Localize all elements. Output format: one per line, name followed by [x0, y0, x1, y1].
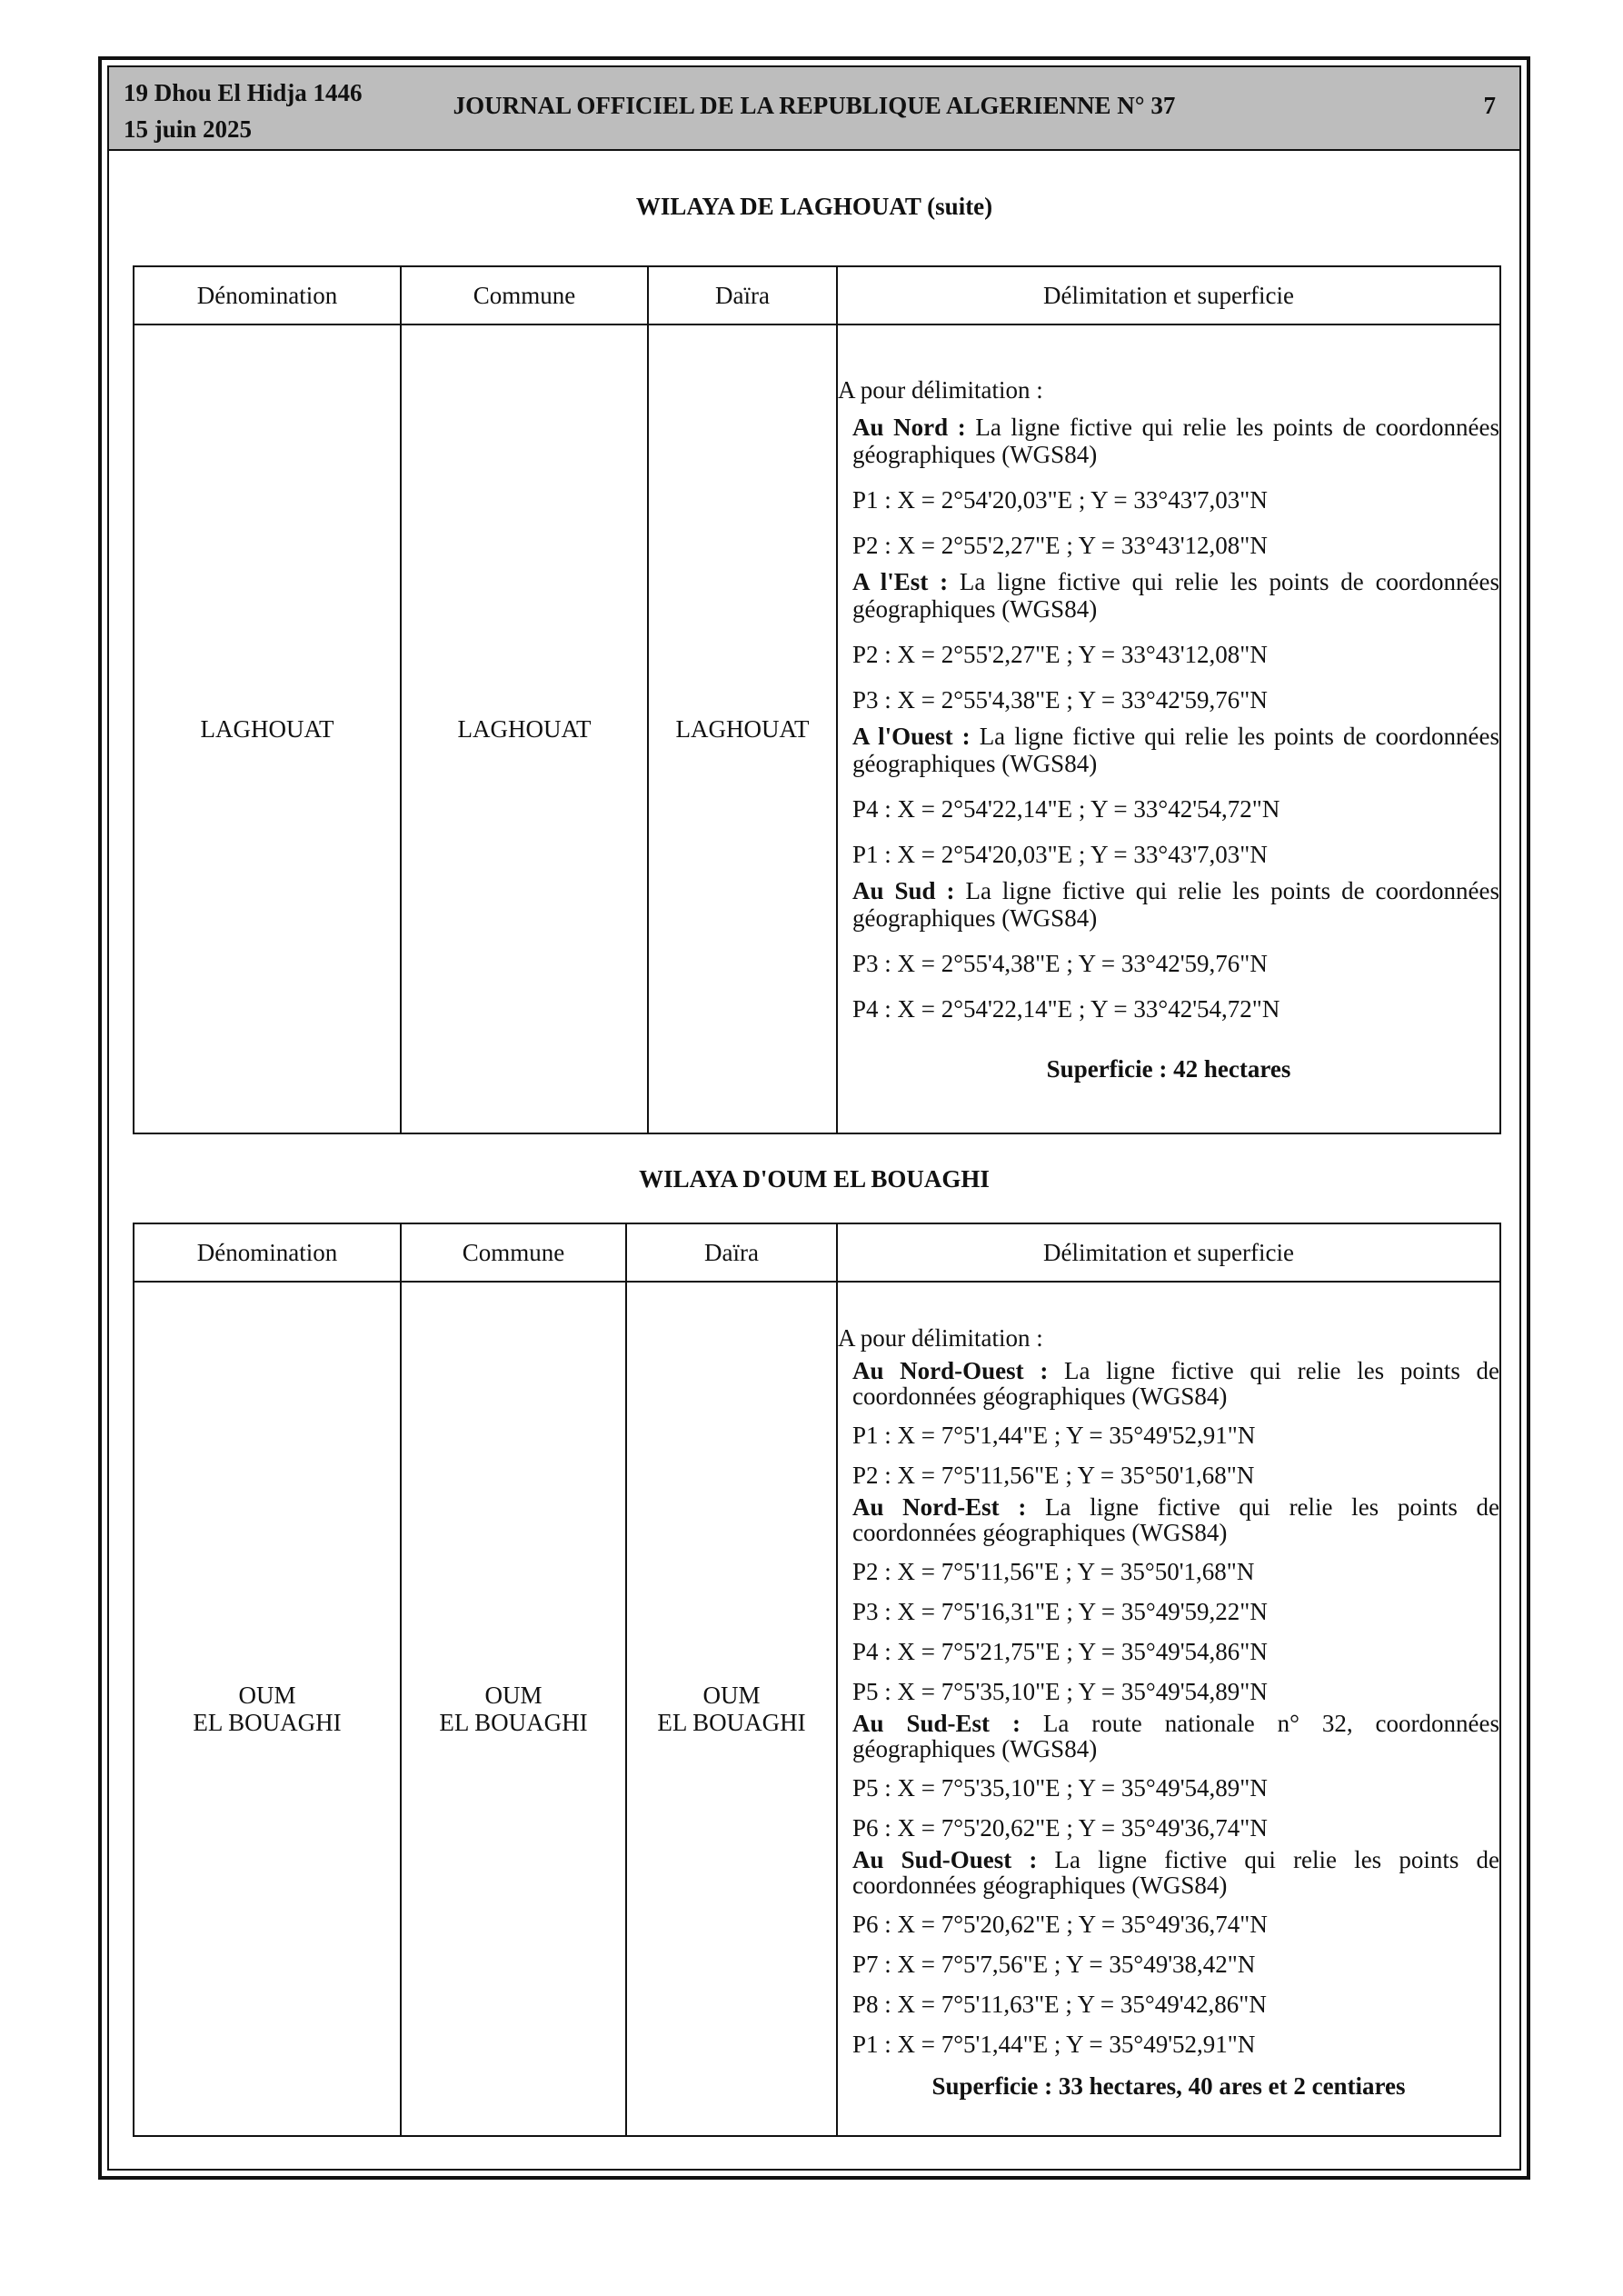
- boundary-text: La ligne fictive qui relie les points de coordonnées géographiques (WGS84): [852, 876, 1499, 932]
- daira-cell: LAGHOUAT: [648, 324, 837, 1133]
- coordinate-line: P2 : X = 2°55'2,27"E ; Y = 33°43'12,08"N: [852, 640, 1268, 668]
- boundary-label: A l'Ouest :: [852, 722, 971, 750]
- boundary-text: La ligne fictive qui relie les points de coordonnées géographiques (WGS84): [852, 1356, 1500, 1410]
- table-header-row: [134, 1223, 1500, 1282]
- boundary-label: Au Sud-Ouest :: [852, 1845, 1038, 1873]
- section-title-oum-el-bouaghi: WILAYA D'OUM EL BOUAGHI: [639, 1165, 990, 1193]
- boundary-text: La ligne fictive qui relie les points de coordonnées géographiques (WGS84): [852, 567, 1500, 623]
- boundary-text: La ligne fictive qui relie les points de coordonnées géographiques (WGS84): [852, 722, 1499, 777]
- coordinate-line: P2 : X = 2°55'2,27"E ; Y = 33°43'12,08"N: [852, 531, 1268, 559]
- commune-cell: OUM EL BOUAGHI: [401, 1282, 626, 2136]
- boundary-label: Au Nord-Est :: [852, 1492, 1027, 1521]
- coordinate-line: P2 : X = 7°5'11,56"E ; Y = 35°50'1,68"N: [852, 1557, 1255, 1585]
- daira-cell: OUM EL BOUAGHI: [626, 1282, 837, 2136]
- boundary-text: La ligne fictive qui relie les points de coordonnées géographiques (WGS84): [852, 413, 1499, 468]
- coordinate-line: P3 : X = 7°5'16,31"E ; Y = 35°49'59,22"N: [852, 1597, 1268, 1625]
- col-header-daira: Daïra: [626, 1223, 837, 1282]
- col-header-denomination: Dénomination: [134, 266, 401, 324]
- commune-cell: LAGHOUAT: [401, 324, 648, 1133]
- header-title: JOURNAL OFFICIEL DE LA REPUBLIQUE ALGERIENNE N° 37: [453, 92, 1176, 119]
- boundary-description: [838, 877, 1499, 932]
- table-oum-el-bouaghi: [133, 1223, 1501, 2137]
- coordinate-line: P1 : X = 2°54'20,03"E ; Y = 33°43'7,03"N: [852, 485, 1268, 514]
- delimitation-cell: [837, 1282, 1500, 2136]
- header-date-hijri: 19 Dhou El Hidja 1446: [124, 79, 363, 106]
- coordinate-line: P6 : X = 7°5'20,62"E ; Y = 35°49'36,74"N: [852, 1813, 1268, 1842]
- boundary-description: [838, 723, 1499, 777]
- coordinate-line: P4 : X = 2°54'22,14"E ; Y = 33°42'54,72"N: [852, 794, 1280, 823]
- journal-header: [109, 67, 1519, 151]
- boundary-label: Au Nord-Ouest :: [852, 1356, 1049, 1384]
- coordinate-line: P4 : X = 7°5'21,75"E ; Y = 35°49'54,86"N: [852, 1637, 1268, 1665]
- denomination-cell: OUM EL BOUAGHI: [134, 1282, 401, 2136]
- boundary-text: La route nationale n° 32, coordonnées géographiques (WGS84): [852, 1709, 1499, 1762]
- col-header-delimitation: Délimitation et superficie: [837, 266, 1500, 324]
- col-header-denomination: Dénomination: [134, 1223, 401, 1282]
- delimitation-cell: [837, 324, 1500, 1133]
- boundary-label: Au Nord :: [852, 413, 966, 441]
- boundary-label: A l'Est :: [852, 567, 949, 595]
- table-header-row: [134, 266, 1500, 324]
- table-row: [134, 324, 1500, 1133]
- boundary-description: [838, 1711, 1499, 1762]
- coordinate-line: P7 : X = 7°5'7,56"E ; Y = 35°49'38,42"N: [852, 1950, 1256, 1978]
- denomination-cell: LAGHOUAT: [134, 324, 401, 1133]
- coordinate-line: P5 : X = 7°5'35,10"E ; Y = 35°49'54,89"N: [852, 1773, 1268, 1802]
- delimitation-intro: A pour délimitation :: [838, 375, 1043, 404]
- boundary-description: [838, 1847, 1499, 1898]
- boundary-description: [838, 1494, 1499, 1545]
- coordinate-line: P3 : X = 2°55'4,38"E ; Y = 33°42'59,76"N: [852, 685, 1268, 714]
- coordinate-line: P1 : X = 7°5'1,44"E ; Y = 35°49'52,91"N: [852, 1421, 1256, 1449]
- boundary-description: [838, 568, 1499, 623]
- boundary-label: Au Sud :: [852, 876, 955, 904]
- coordinate-line: P5 : X = 7°5'35,10"E ; Y = 35°49'54,89"N: [852, 1677, 1268, 1705]
- delimitation-intro: A pour délimitation :: [838, 1323, 1043, 1352]
- boundary-description: [838, 1358, 1499, 1409]
- coordinate-line: P4 : X = 2°54'22,14"E ; Y = 33°42'54,72"N: [852, 994, 1280, 1023]
- col-header-commune: Commune: [401, 1223, 626, 1282]
- col-header-commune: Commune: [401, 266, 648, 324]
- section-title-laghouat: WILAYA DE LAGHOUAT (suite): [635, 193, 993, 220]
- boundary-description: [838, 414, 1499, 468]
- col-header-daira: Daïra: [648, 266, 837, 324]
- superficie-total: Superficie : 33 hectares, 40 ares et 2 centiares: [931, 2071, 1406, 2100]
- coordinate-line: P3 : X = 2°55'4,38"E ; Y = 33°42'59,76"N: [852, 949, 1268, 977]
- coordinate-line: P6 : X = 7°5'20,62"E ; Y = 35°49'36,74"N: [852, 1910, 1268, 1938]
- boundary-text: La ligne fictive qui relie les points de coordonnées géographiques (WGS84): [852, 1492, 1499, 1546]
- coordinate-line: P8 : X = 7°5'11,63"E ; Y = 35°49'42,86"N: [852, 1990, 1267, 2018]
- header-page-number: 7: [1483, 92, 1496, 119]
- table-row: [134, 1282, 1500, 2136]
- superficie-total: Superficie : 42 hectares: [1046, 1054, 1291, 1083]
- coordinate-line: P1 : X = 7°5'1,44"E ; Y = 35°49'52,91"N: [852, 2030, 1256, 2058]
- header-date-gregorian: 15 juin 2025: [124, 115, 253, 143]
- coordinate-line: P2 : X = 7°5'11,56"E ; Y = 35°50'1,68"N: [852, 1461, 1255, 1489]
- table-laghouat: [133, 265, 1501, 1134]
- coordinate-line: P1 : X = 2°54'20,03"E ; Y = 33°43'7,03"N: [852, 840, 1268, 868]
- boundary-label: Au Sud-Est :: [852, 1709, 1021, 1737]
- col-header-delimitation: Délimitation et superficie: [837, 1223, 1500, 1282]
- boundary-text: La ligne fictive qui relie les points de coordonnées géographiques (WGS84): [852, 1845, 1499, 1899]
